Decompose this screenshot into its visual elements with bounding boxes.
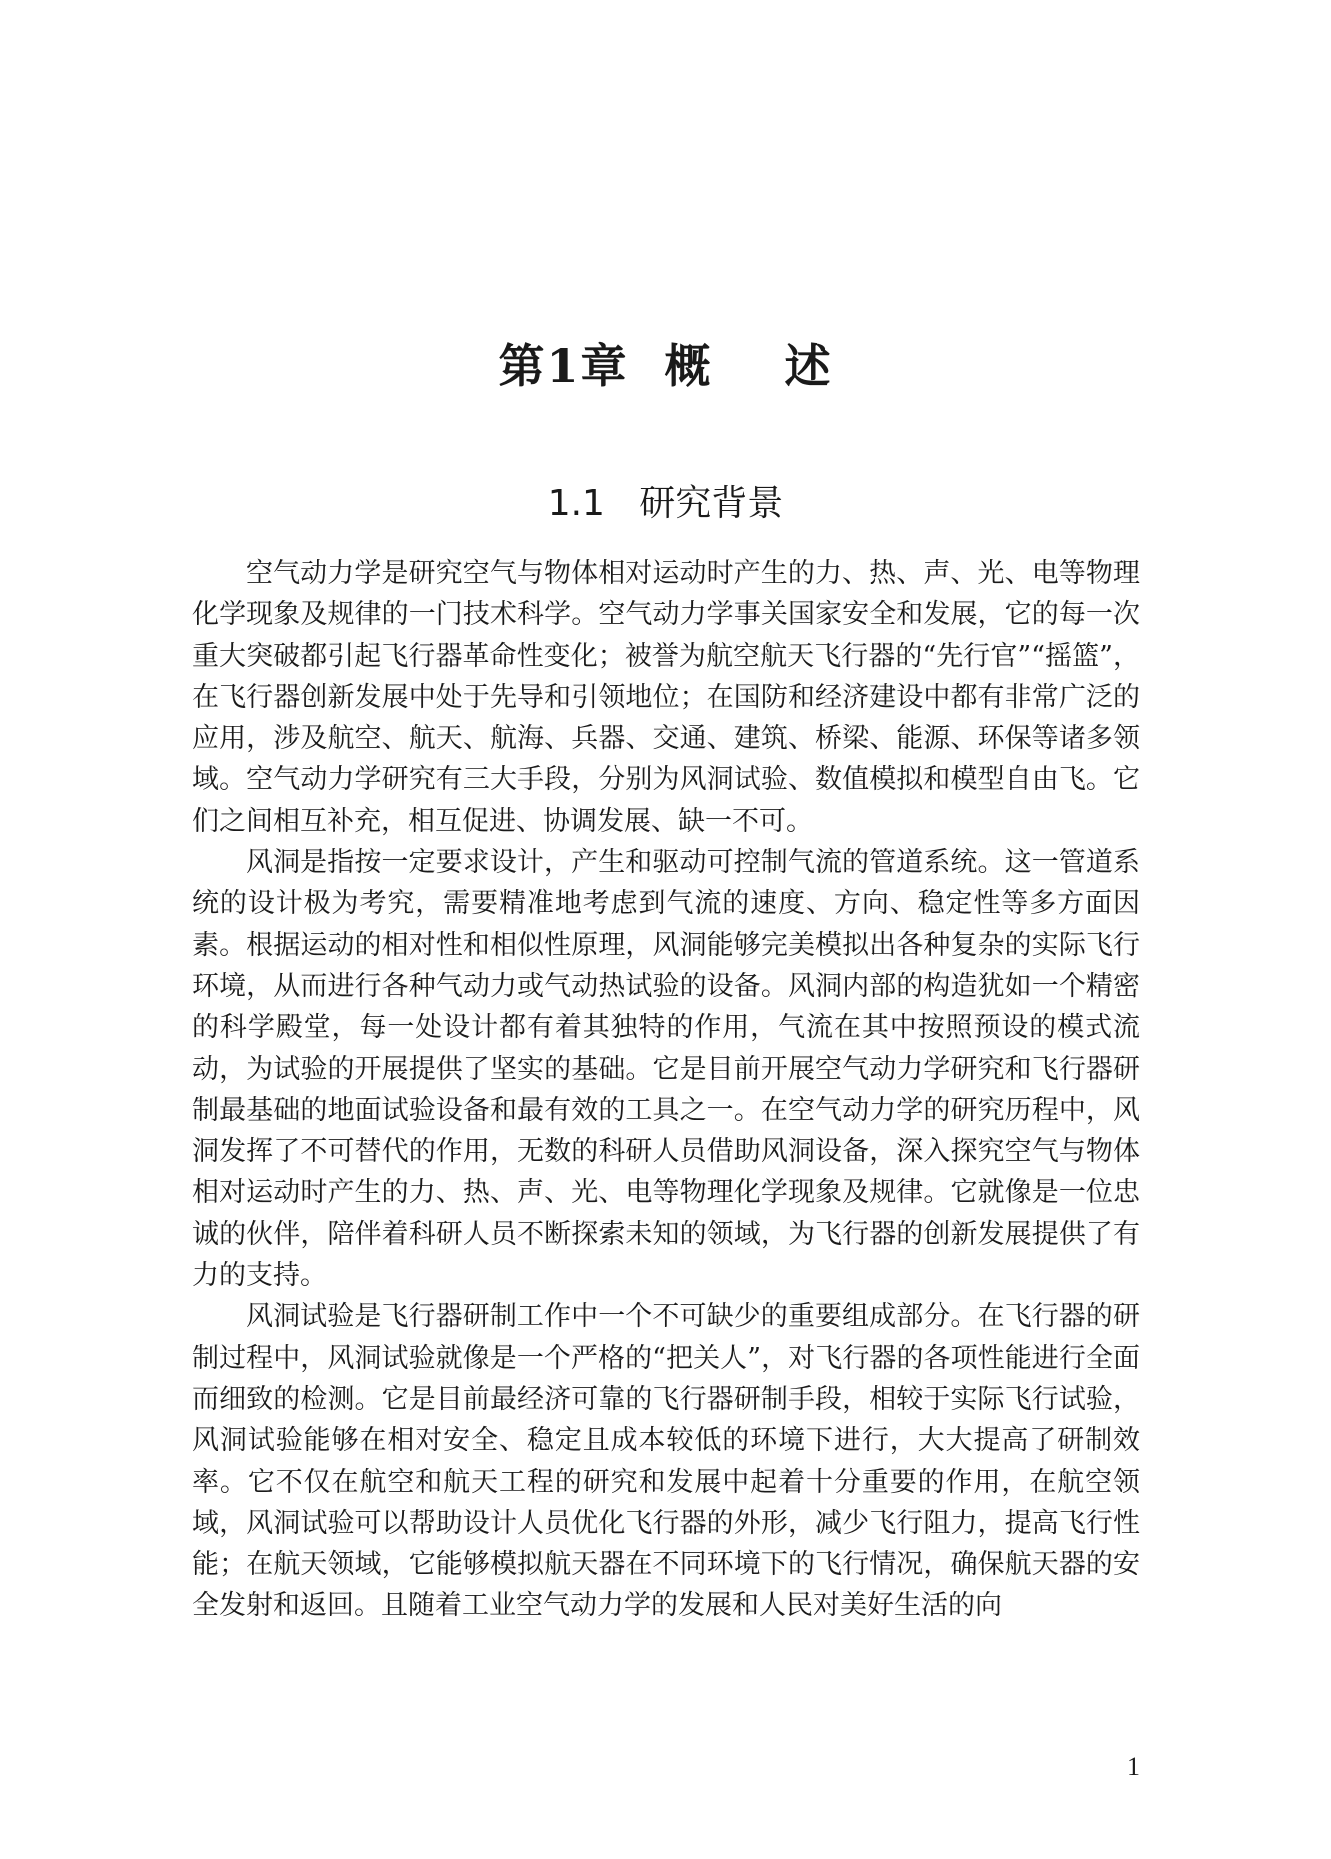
chapter-title: 第1章 概 述	[498, 339, 833, 393]
section-title: 1.1 研究背景	[547, 483, 784, 524]
paragraph: 风洞试验是飞行器研制工作中一个不可缺少的重要组成部分。在飞行器的研制过程中，风洞试验就像是一个严格的“把关人”，对飞行器的各项性能进行全面而细致的检测。它是目前最经济可靠的飞行器研制手段，相较于实际飞行试验，风洞试验能够在相对安全、稳定且成本较低的环境下进行，大大提高了研制效率。它不仅在航空和航天工程的研究和发展中起着十分重要的作用，在航空领域，风洞试验可以帮助设计人员优化飞行器的外形，减少飞行阻力，提高飞行性能；在航天领域，它能够模拟航天器在不同环境下的飞行情况，确保航天器的安全发射和返回。且随着工业空气动力学的发展和人民对美好生活的向	[192, 1301, 1140, 1622]
paragraph: 风洞是指按一定要求设计，产生和驱动可控制气流的管道系统。这一管道系统的设计极为考究，需要精准地考虑到气流的速度、方向、稳定性等多方面因素。根据运动的相对性和相似性原理，风洞能够完美模拟出各种复杂的实际飞行环境，从而进行各种气动力或气动热试验的设备。风洞内部的构造犹如一个精密的科学殿堂，每一处设计都有着其独特的作用，气流在其中按照预设的模式流动，为试验的开展提供了坚实的基础。它是目前开展空气动力学研究和飞行器研制最基础的地面试验设备和最有效的工具之一。在空气动力学的研究历程中，风洞发挥了不可替代的作用，无数的科研人员借助风洞设备，深入探究空气与物体相对运动时产生的力、热、声、光、电等物理化学现象及规律。它就像是一位忠诚的伙伴，陪伴着科研人员不断探索未知的领域，为飞行器的创新发展提供了有力的支持。	[192, 847, 1140, 1292]
page-number: 1	[1127, 1752, 1140, 1781]
paragraph: 空气动力学是研究空气与物体相对运动时产生的力、热、声、光、电等物理化学现象及规律的一门技术科学。空气动力学事关国家安全和发展，它的每一次重大突破都引起飞行器革命性变化；被誉为航空航天飞行器的“先行官”“摇篮”，在飞行器创新发展中处于先导和引领地位；在国防和经济建设中都有非常广泛的应用，涉及航空、航天、航海、兵器、交通、建筑、桥梁、能源、环保等诸多领域。空气动力学研究有三大手段，分别为风洞试验、数值模拟和模型自由飞。它们之间相互补充，相互促进、协调发展、缺一不可。	[192, 558, 1140, 837]
body-text	[192, 553, 1140, 1627]
